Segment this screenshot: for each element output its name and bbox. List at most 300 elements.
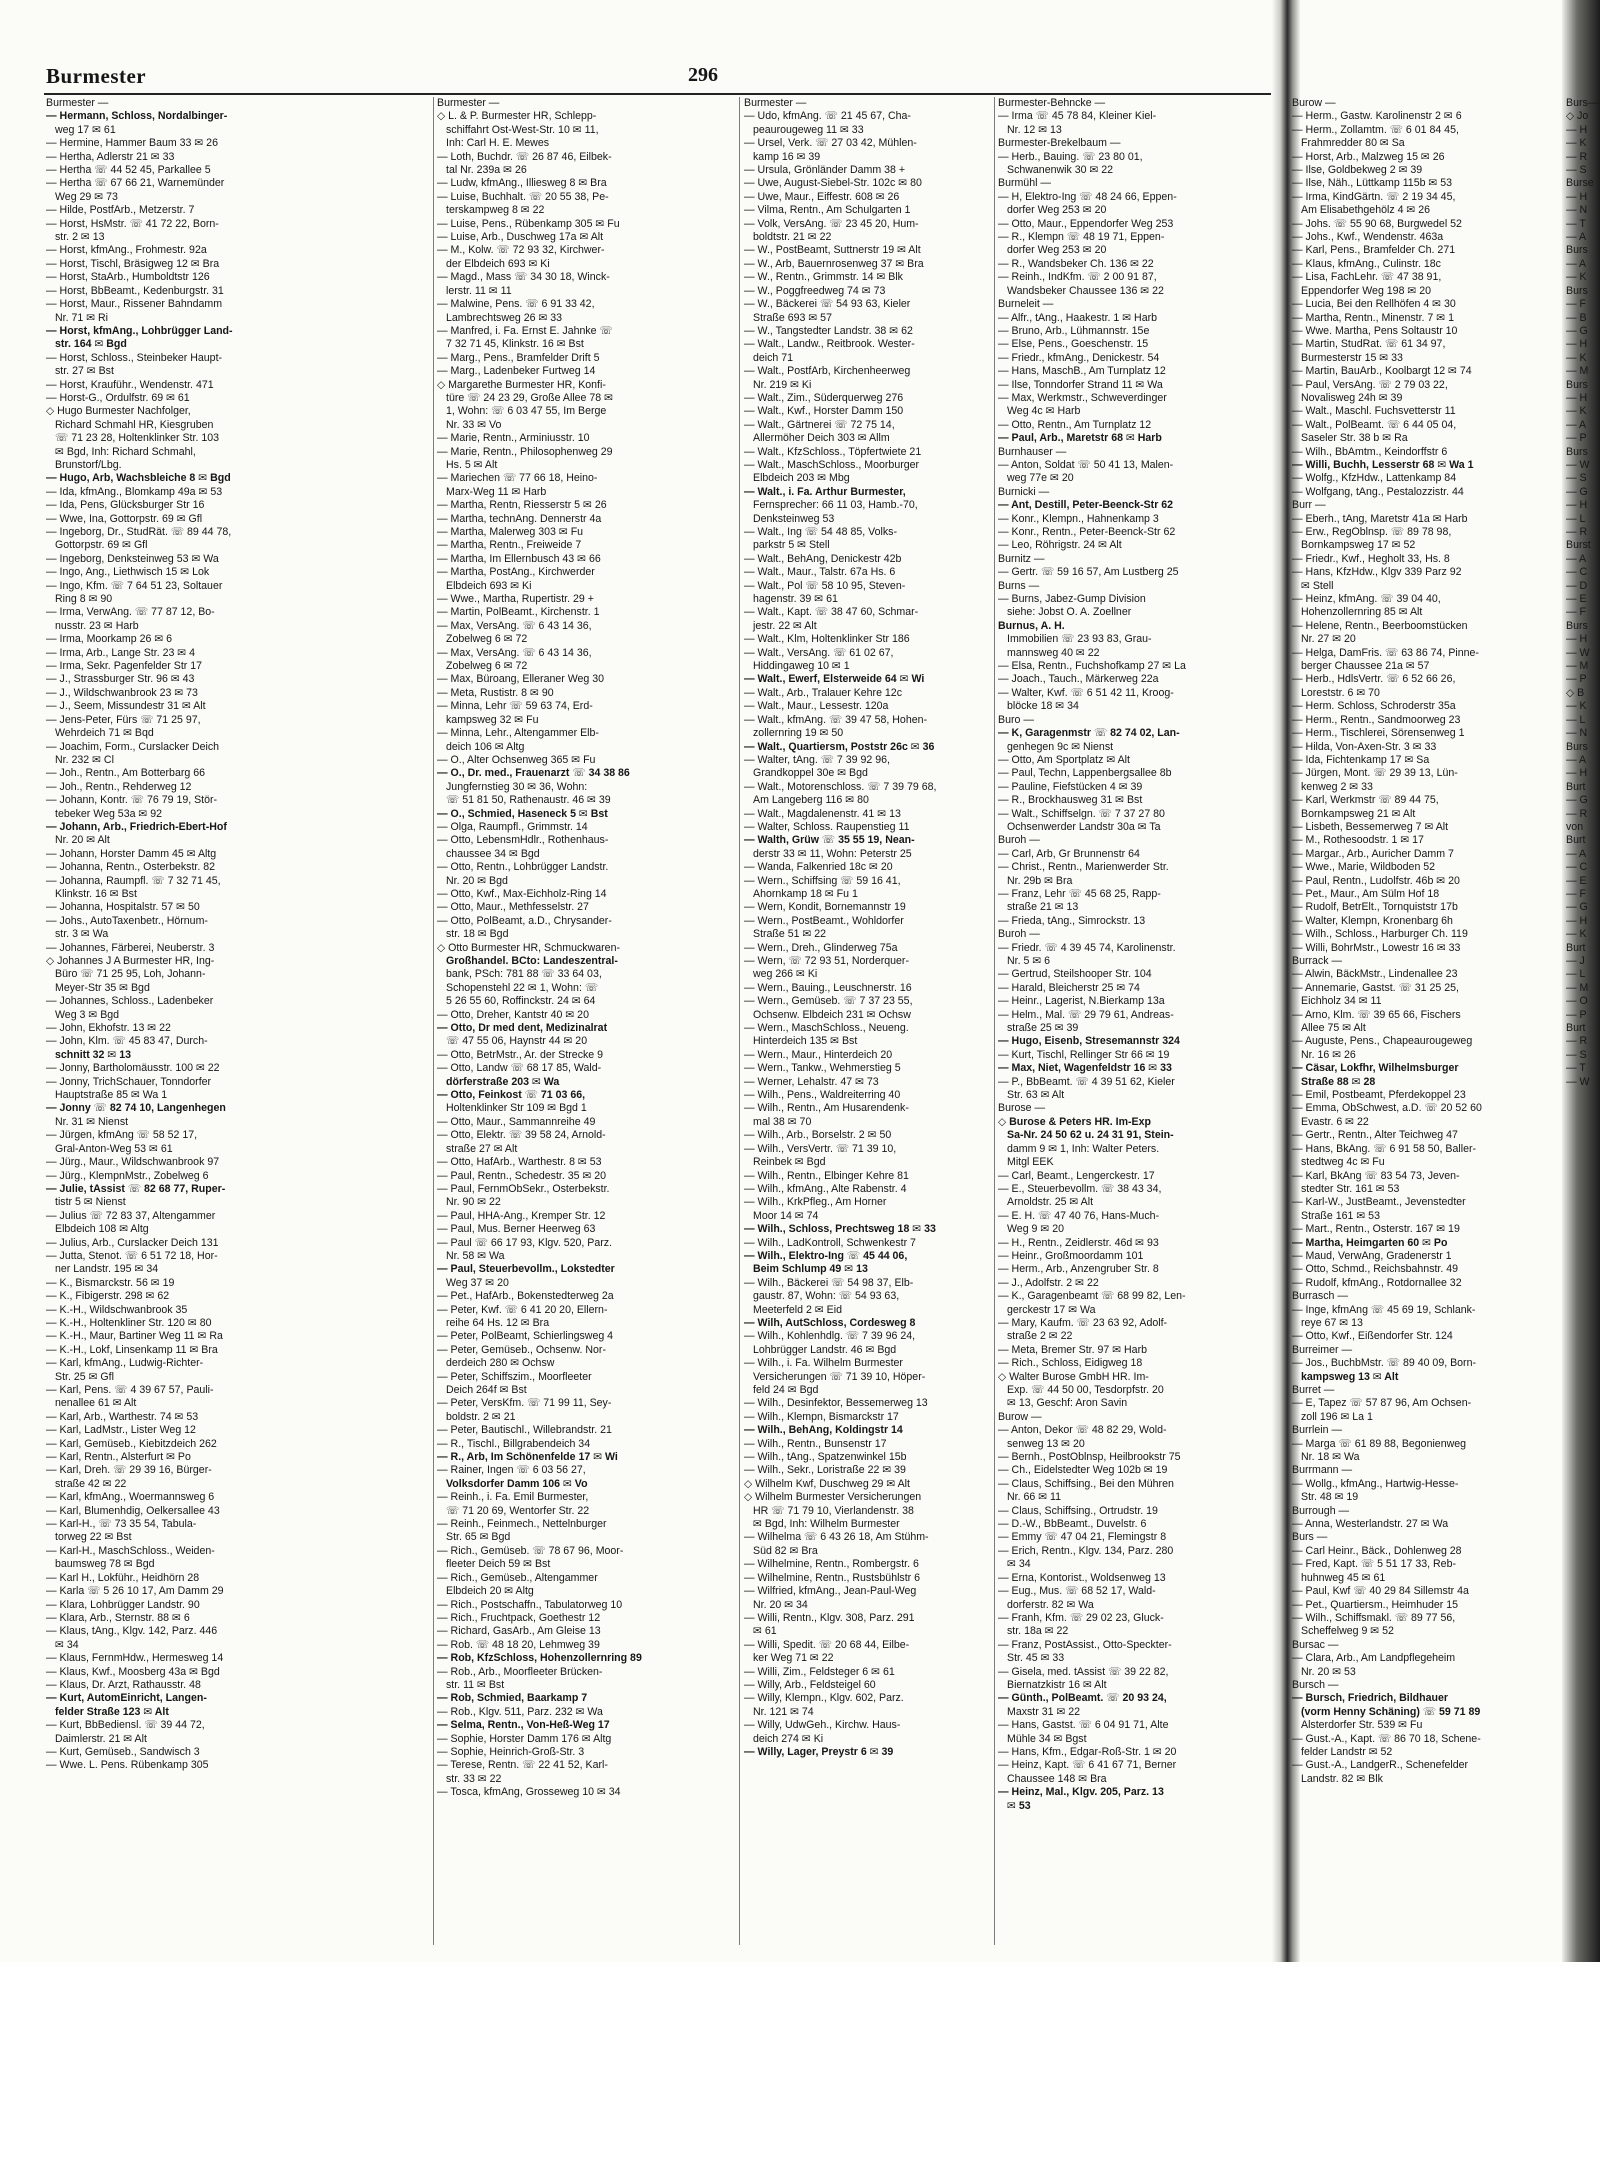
- directory-entry-line: Chaussee 148 ✉ Bra: [1007, 1772, 1107, 1785]
- directory-entry-line: Burose —: [998, 1102, 1046, 1115]
- directory-entry-line: — Paul, Techn, Lappenbergsallee 8b: [998, 767, 1172, 780]
- directory-entry-line: — R: [1566, 807, 1588, 820]
- directory-entry-line: — Horst, kfmAng., Frohmestr. 92a: [46, 244, 207, 257]
- directory-entry-line: Am Elisabethgehölz 4 ✉ 26: [1301, 204, 1431, 217]
- directory-entry-line: Fernsprecher: 66 11 03, Hamb.-70,: [753, 499, 918, 512]
- directory-entry-line: — C: [1566, 566, 1588, 579]
- directory-entry-line: — Wern., Schiffsing ☏ 59 16 41,: [744, 874, 901, 887]
- directory-entry-line: — K., Garagenbeamt ☏ 68 99 82, Len-: [998, 1290, 1186, 1303]
- directory-entry-line: — Reinh., Feinmech., Nettelnburger: [437, 1518, 607, 1531]
- directory-entry-line: — Kurt, BbBediensl. ☏ 39 44 72,: [46, 1719, 205, 1732]
- directory-entry-line: — Horst, BbBeamt., Kedenburgstr. 31: [46, 284, 224, 297]
- directory-entry-line: — Herb., HdlsVertr. ☏ 6 52 66 26,: [1292, 673, 1456, 686]
- directory-entry-line: ◇ Wilhelm Kwf, Duschweg 29 ✉ Alt: [744, 1477, 910, 1490]
- directory-entry-line: Burmester —: [437, 97, 500, 109]
- directory-entry-line: — Mart., Rentn., Osterstr. 167 ✉ 19: [1292, 1223, 1460, 1236]
- directory-entry-line: — Hermine, Hammer Baum 33 ✉ 26: [46, 137, 218, 150]
- directory-entry-line: — Walt., Maur., Talstr. 67a Hs. 6: [744, 566, 896, 579]
- directory-entry-line: — M., Kolw. ☏ 72 93 32, Kirchwer-: [437, 244, 605, 257]
- directory-entry-line: Ochsenw. Elbdeich 231 ✉ Ochsw: [753, 1008, 911, 1021]
- directory-entry-line: — Gertr. ☏ 59 16 57, Am Lustberg 25: [998, 566, 1179, 579]
- directory-entry-line: — Herm., Gastw. Karolinenstr 2 ✉ 6: [1292, 110, 1462, 123]
- directory-entry-line: — Franz, PostAssist., Otto-Speckter-: [998, 1638, 1172, 1651]
- directory-entry-line: — Luise, Pens., Rübenkamp 305 ✉ Fu: [437, 217, 620, 230]
- directory-entry-line: — Walt., Zim., Süderquerweg 276: [744, 391, 904, 404]
- directory-entry-line: — Jürgen, Mont. ☏ 29 39 13, Lün-: [1292, 767, 1458, 780]
- directory-entry-line: — Christ., Rentn., Marienwerder Str.: [998, 861, 1169, 874]
- directory-entry-line: senweg 13 ✉ 20: [1007, 1437, 1085, 1450]
- directory-entry-line: Büro ☏ 71 25 95, Loh, Johann-: [55, 968, 206, 981]
- directory-entry-line: Burs: [1566, 244, 1588, 257]
- directory-entry-line: derdeich 280 ✉ Ochsw: [446, 1357, 555, 1370]
- directory-entry-line: — Wern., Gemüseb. ☏ 7 37 23 55,: [744, 995, 913, 1008]
- directory-entry-line: — G: [1566, 794, 1588, 807]
- directory-entry-line: Burrasch —: [1292, 1290, 1348, 1303]
- directory-entry-line: — Friedr. ☏ 4 39 45 74, Karolinenstr.: [998, 941, 1176, 954]
- directory-entry-line: str. 18a ✉ 22: [1007, 1625, 1069, 1638]
- directory-entry-line: ner Landstr. 195 ✉ 34: [55, 1263, 159, 1276]
- directory-entry-line: stedter Str. 161 ✉ 53: [1301, 1182, 1400, 1195]
- directory-entry-line: — M., Rothesoodstr. 1 ✉ 17: [1292, 834, 1424, 847]
- running-head: Burmester: [46, 64, 147, 88]
- directory-entry-line: Volksdorfer Damm 106 ✉ Vo: [446, 1477, 588, 1490]
- directory-entry-line: Hs. 5 ✉ Alt: [446, 458, 498, 471]
- directory-entry-line: Nr. 18 ✉ Wa: [1301, 1451, 1360, 1464]
- directory-entry-line: — Wilh., BbAmtm., Keindorffstr 6: [1292, 445, 1448, 458]
- directory-entry-line: ☏ 47 55 06, Haynstr 44 ✉ 20: [446, 1035, 588, 1048]
- directory-entry-line: ☏ 71 23 28, Holtenklinker Str. 103: [55, 432, 220, 445]
- directory-entry-line: — Burns, Jabez-Gump Division: [998, 593, 1146, 606]
- directory-entry-line: deich 71: [753, 351, 794, 364]
- directory-entry-line: Bursac —: [1292, 1638, 1339, 1651]
- directory-entry-line: schnitt 32 ✉ 13: [55, 1048, 131, 1061]
- directory-entry-line: — Paul ☏ 66 17 93, Klgv. 520, Parz.: [437, 1236, 612, 1249]
- directory-entry-line: ✉ 13, Geschf: Aron Savin: [1007, 1397, 1128, 1410]
- directory-entry-line: huhnweg 45 ✉ 61: [1301, 1571, 1386, 1584]
- directory-entry-line: — Arno, Klm. ☏ 39 65 66, Fischers: [1292, 1008, 1461, 1021]
- directory-entry-line: — Max, Werkmstr., Schweverdinger: [998, 391, 1167, 404]
- directory-entry-line: Burst: [1566, 539, 1591, 552]
- directory-entry-line: Daimlerstr. 21 ✉ Alt: [55, 1732, 147, 1745]
- directory-entry-line: — Julius, Arb., Curslacker Deich 131: [46, 1236, 219, 1249]
- directory-entry-line: Moor 14 ✉ 74: [753, 1209, 819, 1222]
- directory-entry-line: Burs: [1566, 284, 1588, 297]
- directory-entry-line: straße 25 ✉ 39: [1007, 1022, 1079, 1035]
- directory-entry-line: — Claus, Schiffsing., Ortrudstr. 19: [998, 1504, 1158, 1517]
- directory-entry-line: — E, Tapez ☏ 57 87 96, Am Ochsen-: [1292, 1397, 1472, 1410]
- directory-entry-line: — W., Tangstedter Landstr. 38 ✉ 62: [744, 324, 913, 337]
- directory-entry-line: Burrmann —: [1292, 1464, 1353, 1477]
- directory-entry-line: Burmester-Brekelbaum —: [998, 137, 1121, 150]
- directory-entry-line: Burs: [1566, 378, 1588, 391]
- directory-entry-line: Burt: [1566, 834, 1586, 847]
- directory-entry-line: — Martha, technAng. Dennerstr 4a: [437, 512, 602, 525]
- directory-entry-line: — Horst, Maur., Rissener Bahndamm: [46, 298, 223, 311]
- directory-entry-line: — R., Wandsbeker Ch. 136 ✉ 22: [998, 257, 1154, 270]
- directory-entry-line: — Johs., AutoTaxenbetr., Hörnum-: [46, 914, 208, 927]
- directory-entry-line: — Eug., Mus. ☏ 68 52 17, Wald-: [998, 1585, 1156, 1598]
- directory-entry-line: — Rob., Arb., Moorfleeter Brücken-: [437, 1665, 603, 1678]
- directory-entry-line: — Max, VersAng. ☏ 6 43 14 36,: [437, 619, 592, 632]
- directory-entry-line: — Walter, tAng. ☏ 7 39 92 96,: [744, 753, 890, 766]
- directory-entry-line: — R., Tischl., Billgrabendeich 34: [437, 1437, 591, 1450]
- directory-entry-line: türe ☏ 24 23 29, Große Allee 78 ✉: [446, 391, 613, 404]
- directory-entry-line: — H: [1566, 499, 1588, 512]
- directory-entry-line: — O: [1566, 995, 1588, 1008]
- directory-entry-line: Nr. 31 ✉ Nienst: [55, 1115, 129, 1128]
- directory-entry-line: Sa-Nr. 24 50 62 u. 24 31 91, Stein-: [1007, 1129, 1174, 1142]
- directory-entry-line: genhegen 9c ✉ Nienst: [1007, 740, 1114, 753]
- directory-entry-line: — Cäsar, Lokfhr, Wilhelmsburger: [1292, 1062, 1459, 1075]
- directory-entry-line: Nr. 90 ✉ 22: [446, 1196, 501, 1209]
- directory-entry-line: von: [1566, 820, 1584, 833]
- directory-entry-line: — Klaus, kfmAng., Culinstr. 18c: [1292, 257, 1441, 270]
- directory-entry-line: Nr. 71 ✉ Ri: [55, 311, 109, 324]
- directory-entry-line: — Wern, ☏ 72 93 51, Norderquer-: [744, 955, 909, 967]
- directory-entry-line: — Emil, Postbeamt, Pferdekoppel 23: [1292, 1089, 1466, 1102]
- directory-entry-line: — R., Arb, Im Schönenfelde 17 ✉ Wi: [437, 1451, 618, 1464]
- directory-entry-line: kamp 16 ✉ 39: [753, 150, 821, 163]
- directory-entry-line: Arnoldstr. 25 ✉ Alt: [1007, 1196, 1094, 1209]
- directory-entry-line: Burs: [1566, 740, 1588, 753]
- directory-entry-line: — D: [1566, 579, 1588, 592]
- directory-entry-line: — Walt., Ing ☏ 54 48 85, Volks-: [744, 526, 897, 538]
- directory-entry-line: — Martha, Malerweg 303 ✉ Fu: [437, 526, 584, 538]
- directory-entry-line: — K., Bismarckstr. 56 ✉ 19: [46, 1276, 175, 1289]
- directory-entry-line: tebeker Weg 53a ✉ 92: [55, 807, 163, 820]
- directory-entry-line: — Frieda, tAng., Simrockstr. 13: [998, 914, 1146, 927]
- directory-entry-line: — Paul, FernmObSekr., Osterbekstr.: [437, 1182, 610, 1195]
- directory-entry-line: — Irma, VerwAng. ☏ 77 87 12, Bo-: [46, 606, 215, 619]
- directory-entry-line: Nr. 20 ✉ Bgd: [446, 874, 508, 887]
- directory-entry-line: — Max, VersAng. ☏ 6 43 14 36,: [437, 646, 592, 659]
- directory-entry-line: dörferstraße 203 ✉ Wa: [446, 1075, 560, 1088]
- directory-entry-line: Beim Schlump 49 ✉ 13: [753, 1263, 868, 1276]
- directory-entry-line: boldstr. 2 ✉ 21: [446, 1410, 516, 1423]
- directory-entry-line: Hinterdeich 135 ✉ Bst: [753, 1035, 858, 1048]
- directory-entry-line: — Willy, UdwGeh., Kirchw. Haus-: [744, 1719, 901, 1732]
- directory-entry-line: — Alwin, BäckMstr., Lindenallee 23: [1292, 968, 1458, 981]
- directory-entry-line: — Karla ☏ 5 26 10 17, Am Damm 29: [46, 1585, 224, 1598]
- directory-entry-line: — Wwe., Martha, Rupertistr. 29 +: [437, 593, 594, 606]
- directory-entry-line: Nr. 20 ✉ Alt: [55, 834, 110, 847]
- directory-entry-line: Str. 25 ✉ Gfl: [55, 1370, 114, 1383]
- directory-entry-line: ✉ 53: [1007, 1799, 1031, 1812]
- directory-entry-line: — Paul, Kwf ☏ 40 29 84 Sillemstr 4a: [1292, 1585, 1469, 1598]
- directory-entry-line: — O., Alter Ochsenweg 365 ✉ Fu: [437, 753, 596, 766]
- directory-entry-line: — R: [1566, 526, 1588, 538]
- directory-entry-line: — Eberh., tAng, Maretstr 41a ✉ Harb: [1292, 512, 1468, 525]
- directory-entry-line: — P: [1566, 432, 1587, 445]
- directory-entry-line: Nr. 5 ✉ 6: [1007, 955, 1051, 967]
- directory-entry-line: — Willy, Klempn., Klgv. 602, Parz.: [744, 1692, 904, 1705]
- directory-entry-line: — Rob, Schmied, Baarkamp 7: [437, 1692, 588, 1705]
- directory-entry-line: — Martin, StudRat. ☏ 61 34 97,: [1292, 338, 1446, 351]
- directory-entry-line: — Wilh., BehAng, Koldingstr 14: [744, 1424, 903, 1437]
- directory-entry-line: — Jos., BuchbMstr. ☏ 89 40 09, Born-: [1292, 1357, 1477, 1370]
- directory-entry-line: — Irma, Sekr. Pagenfelder Str 17: [46, 660, 203, 673]
- directory-entry-line: dorfer Weg 253 ✉ 20: [1007, 204, 1107, 217]
- directory-entry-line: jestr. 22 ✉ Alt: [753, 619, 817, 632]
- directory-entry-line: — Gisela, med. tAssist ☏ 39 22 82,: [998, 1665, 1169, 1678]
- directory-entry-line: — Hertha, Adlerstr 21 ✉ 33: [46, 150, 175, 163]
- directory-entry-line: — Otto, Feinkost ☏ 71 03 66,: [437, 1089, 586, 1102]
- directory-entry-line: weg 17 ✉ 61: [55, 123, 116, 136]
- directory-entry-line: Exp. ☏ 44 50 00, Tesdorpfstr. 20: [1007, 1384, 1164, 1396]
- directory-entry-line: — K, Garagenmstr ☏ 82 74 02, Lan-: [998, 727, 1180, 740]
- directory-entry-line: — Heinr., Lagerist, N.Bierkamp 13a: [998, 995, 1165, 1008]
- directory-entry-line: Burreimer —: [1292, 1343, 1353, 1356]
- directory-entry-line: — Joh., Rentn., Am Botterbarg 66: [46, 767, 205, 780]
- directory-entry-line: — Rudolf, BetrElt., Tornquiststr 17b: [1292, 901, 1458, 914]
- directory-entry-line: Buroh —: [998, 928, 1040, 941]
- directory-entry-line: Ahornkamp 18 ✉ Fu 1: [753, 887, 858, 900]
- directory-entry-line: Meyer-Str 35 ✉ Bgd: [55, 981, 150, 994]
- directory-entry-line: — Heinz, kfmAng. ☏ 39 04 40,: [1292, 593, 1441, 606]
- directory-entry-line: — Joach., Tauch., Märkerweg 22a: [998, 673, 1159, 686]
- directory-entry-line: — Peter, Kwf. ☏ 6 41 20 20, Ellern-: [437, 1303, 608, 1316]
- directory-entry-line: — Walt., Maschl. Fuchsvetterstr 11: [1292, 405, 1456, 418]
- directory-entry-line: Weg 37 ✉ 20: [446, 1276, 509, 1289]
- directory-entry-line: — Karl, Dreh. ☏ 29 39 16, Bürger-: [46, 1464, 212, 1477]
- directory-entry-line: — S: [1566, 472, 1587, 485]
- directory-entry-line: — G: [1566, 901, 1588, 914]
- directory-entry-line: — Hans, Kfm., Edgar-Roß-Str. 1 ✉ 20: [998, 1745, 1177, 1758]
- directory-entry-line: ☏ 71 20 69, Wentorfer Str. 22: [446, 1504, 590, 1517]
- directory-entry-line: — Uwe, August-Siebel-Str. 102c ✉ 80: [744, 177, 922, 190]
- directory-entry-line: Hauptstraße 85 ✉ Wa 1: [55, 1089, 168, 1102]
- directory-entry-line: — Carl Heinr., Bäck., Dohlenweg 28: [1292, 1544, 1462, 1557]
- directory-entry-line: Denksteinweg 53: [753, 512, 835, 525]
- directory-entry-line: Hohenzollernring 85 ✉ Alt: [1301, 606, 1423, 619]
- directory-entry-line: — Rob. ☏ 48 18 20, Lehmweg 39: [437, 1638, 600, 1651]
- directory-entry-line: — Rich., Gemüseb., Altengammer: [437, 1571, 598, 1584]
- directory-entry-line: — Hans, MaschB., Am Turnplatz 12: [998, 365, 1166, 378]
- directory-entry-line: — Wilh., Kohlenhdlg. ☏ 7 39 96 24,: [744, 1330, 916, 1343]
- directory-entry-line: gerckestr 17 ✉ Wa: [1007, 1303, 1096, 1316]
- directory-entry-line: nenallee 61 ✉ Alt: [55, 1397, 137, 1410]
- directory-entry-line: — Horst, kfmAng., Lohbrügger Land-: [46, 324, 233, 337]
- directory-entry-line: — Wilh., i. Fa. Wilhelm Burmester: [744, 1357, 903, 1370]
- directory-entry-line: ◇ Otto Burmester HR, Schmuckwaren-: [437, 941, 620, 954]
- directory-entry-line: Landstr. 82 ✉ Blk: [1301, 1772, 1383, 1785]
- directory-entry-line: — K: [1566, 405, 1587, 418]
- directory-entry-line: — Else, Pens., Goeschenstr. 15: [998, 338, 1149, 351]
- directory-entry-line: Zobelweg 6 ✉ 72: [446, 633, 528, 646]
- directory-entry-line: Burnus, A. H.: [998, 619, 1065, 632]
- directory-entry-line: — Ilse, Näh., Lüttkamp 115b ✉ 53: [1292, 177, 1453, 190]
- directory-entry-line: — Emmy ☏ 47 04 21, Flemingstr 8: [998, 1531, 1167, 1544]
- directory-entry-line: Burse: [1566, 177, 1594, 190]
- directory-entry-line: — Karl, Pens. ☏ 4 39 67 57, Pauli-: [46, 1384, 214, 1396]
- directory-entry-line: — Pet., Maur., Am Sülm Hof 18: [1292, 887, 1440, 900]
- directory-entry-line: — Walt., Magdalenenstr. 41 ✉ 13: [744, 807, 901, 820]
- directory-entry-line: tal Nr. 239a ✉ 26: [446, 164, 527, 177]
- directory-entry-line: — F: [1566, 298, 1587, 311]
- directory-entry-line: — Erna, Kontorist., Woldsenweg 13: [998, 1571, 1166, 1584]
- directory-entry-line: Inh: Carl H. E. Mewes: [446, 137, 550, 150]
- directory-entry-line: str. 18 ✉ Bgd: [446, 928, 509, 941]
- directory-entry-line: ◇ Johannes J A Burmester HR, Ing-: [46, 955, 215, 967]
- directory-entry-line: — Hans, Gastst. ☏ 6 04 91 71, Alte: [998, 1719, 1169, 1732]
- directory-entry-line: — Volk, VersAng. ☏ 23 45 20, Hum-: [744, 217, 919, 230]
- directory-entry-line: — Lisbeth, Bessemerweg 7 ✉ Alt: [1292, 820, 1449, 833]
- directory-entry-line: — Johann, Horster Damm 45 ✉ Altg: [46, 847, 217, 860]
- directory-entry-line: — Wern, Kondit, Bornemannstr 19: [744, 901, 906, 914]
- directory-entry-line: — Gust.-A., Kapt. ☏ 86 70 18, Schene-: [1292, 1732, 1481, 1745]
- directory-entry-line: — Wolfg., KfzHdw., Lattenkamp 84: [1292, 472, 1457, 485]
- directory-entry-line: — G: [1566, 485, 1588, 498]
- directory-entry-line: Wehrdeich 71 ✉ Bqd: [55, 727, 154, 740]
- directory-entry-line: — Klaus, Kwf., Moosberg 43a ✉ Bgd: [46, 1665, 220, 1678]
- directory-entry-line: — Paul, HHA-Ang., Kremper Str. 12: [437, 1209, 606, 1222]
- directory-entry-line: — Otto, Am Sportplatz ✉ Alt: [998, 753, 1130, 766]
- directory-entry-line: ✉ 34: [55, 1638, 79, 1651]
- directory-entry-line: — D.-W., BbBeamt., Duvelstr. 6: [998, 1518, 1147, 1531]
- directory-entry-line: — Otto, Kwf., Max-Eichholz-Ring 14: [437, 887, 607, 900]
- directory-entry-line: — N: [1566, 727, 1588, 740]
- directory-entry-line: — Pauline, Fiefstücken 4 ✉ 39: [998, 780, 1143, 793]
- directory-entry-line: — Wilh., kfmAng., Alte Rabenstr. 4: [744, 1182, 907, 1195]
- directory-entry-line: — O., Schmied, Haseneck 5 ✉ Bst: [437, 807, 608, 820]
- directory-entry-line: parkstr 5 ✉ Stell: [753, 539, 830, 552]
- directory-entry-line: — Walt., Kwf., Horster Damm 150: [744, 405, 904, 418]
- directory-entry-line: — Hermann, Schloss, Nordalbinger-: [46, 110, 228, 123]
- directory-entry-line: — Wilh., LadKontroll, Schwenkestr 7: [744, 1236, 916, 1249]
- directory-entry-line: — Helga, DamFris. ☏ 63 86 74, Pinne-: [1292, 646, 1479, 659]
- directory-entry-line: Elbdeich 108 ✉ Altg: [55, 1223, 149, 1236]
- directory-entry-line: Burt: [1566, 941, 1586, 954]
- directory-entry-line: — Helene, Rentn., Beerboomstücken: [1292, 619, 1468, 632]
- directory-entry-line: Nr. 58 ✉ Wa: [446, 1249, 505, 1262]
- directory-entry-line: — Wilh., Elektro-Ing ☏ 45 44 06,: [744, 1249, 908, 1262]
- directory-entry-line: dorfer Weg 253 ✉ 20: [1007, 244, 1107, 257]
- directory-entry-line: — E: [1566, 874, 1587, 887]
- directory-entry-line: — Walt., Klm, Holtenklinker Str 186: [744, 633, 910, 646]
- directory-entry-line: Nr. 121 ✉ 74: [753, 1705, 814, 1718]
- directory-entry-line: — A: [1566, 753, 1587, 766]
- directory-entry-line: — Herm. Schloss, Schroderstr 35a: [1292, 700, 1456, 713]
- directory-entry-line: — Otto, Rentn., Lohbrügger Landstr.: [437, 861, 609, 874]
- directory-entry-line: — Paul, Arb., Maretstr 68 ✉ Harb: [998, 432, 1162, 445]
- directory-entry-line: Burrough —: [1292, 1504, 1350, 1517]
- directory-entry-line: — Meta, Bremer Str. 97 ✉ Harb: [998, 1343, 1147, 1356]
- directory-entry-line: — H: [1566, 633, 1588, 646]
- directory-entry-line: Zobelweg 6 ✉ 72: [446, 660, 528, 673]
- directory-entry-line: — Gust.-A., LandgerR., Schenefelder: [1292, 1759, 1469, 1772]
- directory-entry-line: — Carl, Arb, Gr Brunnenstr 64: [998, 847, 1140, 860]
- directory-entry-line: — Wilh., Arb., Borselstr. 2 ✉ 50: [744, 1129, 892, 1142]
- directory-entry-line: — Johannes, Färberei, Neuberstr. 3: [46, 941, 215, 954]
- directory-entry-line: — Konr., Klempn., Hahnenkamp 3: [998, 512, 1159, 525]
- directory-entry-line: — Peter, Gemüseb., Ochsenw. Nor-: [437, 1343, 606, 1356]
- directory-entry-line: — Peter, PolBeamt, Schierlingsweg 4: [437, 1330, 614, 1343]
- directory-entry-line: — Walter, Kwf. ☏ 6 51 42 11, Kroog-: [998, 686, 1174, 699]
- directory-entry-line: Wandsbeker Chaussee 136 ✉ 22: [1007, 284, 1164, 297]
- directory-entry-line: 1, Wohn: ☏ 6 03 47 55, Im Berge: [446, 405, 607, 418]
- directory-entry-line: Elbdeich 20 ✉ Altg: [446, 1585, 534, 1598]
- directory-entry-line: — Mary, Kaufm. ☏ 23 63 92, Adolf-: [998, 1316, 1168, 1329]
- directory-entry-line: — Johann, Kontr. ☏ 76 79 19, Stör-: [46, 794, 218, 807]
- directory-entry-line: — Wilhelma ☏ 6 43 26 18, Am Stühm-: [744, 1531, 929, 1544]
- directory-entry-line: — A: [1566, 418, 1587, 431]
- directory-entry-line: — Otto, Elektr. ☏ 39 58 24, Arnold-: [437, 1129, 606, 1142]
- directory-entry-line: — Wilh, AutSchloss, Cordesweg 8: [744, 1316, 916, 1329]
- directory-entry-line: — Walt., Maur., Lessestr. 120a: [744, 700, 889, 713]
- directory-entry-line: — Karl, Werkmstr ☏ 89 44 75,: [1292, 794, 1439, 807]
- directory-entry-line: Allermöher Deich 303 ✉ Allm: [753, 432, 890, 445]
- directory-entry-line: — Kurt, Tischl, Rellinger Str 66 ✉ 19: [998, 1048, 1170, 1061]
- directory-entry-line: — Klara, Lohbrügger Landstr. 90: [46, 1598, 200, 1611]
- directory-entry-line: str. 3 ✉ Wa: [55, 928, 109, 941]
- directory-entry-line: — Julius ☏ 72 83 37, Altengammer: [46, 1209, 216, 1222]
- directory-entry-line: — Irma, Moorkamp 26 ✉ 6: [46, 633, 173, 646]
- directory-entry-line: Burs —: [1292, 1531, 1328, 1544]
- column-1: [46, 97, 429, 1947]
- directory-entry-line: — Lisa, FachLehr. ☏ 47 38 91,: [1292, 271, 1442, 284]
- directory-entry-line: Allee 75 ✉ Alt: [1301, 1022, 1366, 1035]
- directory-entry-line: — Werner, Lehalstr. 47 ✉ 73: [744, 1075, 879, 1088]
- directory-entry-line: — Wilh., Klempn, Bismarckstr 17: [744, 1410, 899, 1423]
- directory-entry-line: — Karl-H., MaschSchloss., Weiden-: [46, 1544, 215, 1557]
- directory-entry-line: — K: [1566, 928, 1587, 941]
- directory-entry-line: Nr. 66 ✉ 11: [1007, 1491, 1062, 1504]
- directory-entry-line: — Wern., Dreh., Glinderweg 75a: [744, 941, 898, 954]
- directory-entry-line: Burns —: [998, 579, 1040, 592]
- directory-entry-line: — Tosca, kfmAng, Grosseweg 10 ✉ 34: [437, 1786, 621, 1799]
- directory-entry-line: — Karl, Arb., Warthestr. 74 ✉ 53: [46, 1410, 199, 1423]
- directory-entry-line: — Rich., Gemüseb. ☏ 78 67 96, Moor-: [437, 1544, 624, 1557]
- directory-entry-line: — Walt., BehAng, Denickestr 42b: [744, 552, 902, 565]
- directory-entry-line: — Sophie, Horster Damm 176 ✉ Altg: [437, 1732, 612, 1745]
- directory-entry-line: deich 274 ✉ Ki: [753, 1732, 824, 1745]
- directory-entry-line: — Pet., Quartiersm., Heimhuder 15: [1292, 1598, 1459, 1611]
- directory-entry-line: — Hertha ☏ 44 52 45, Parkallee 5: [46, 164, 211, 177]
- directory-entry-line: — Klaus, FernmHdw., Hermesweg 14: [46, 1652, 224, 1665]
- directory-entry-line: — Malwine, Pens. ☏ 6 91 33 42,: [437, 298, 595, 311]
- directory-entry-line: — Heinr., Großmoordamm 101: [998, 1249, 1144, 1262]
- directory-entry-line: — Otto, LebensmHdlr., Rothenhaus-: [437, 834, 609, 847]
- directory-entry-line: — Ursel, Verk. ☏ 27 03 42, Mühlen-: [744, 137, 917, 150]
- directory-entry-line: ◇ Burose & Peters HR. Im-Exp: [998, 1115, 1151, 1128]
- directory-entry-line: lerstr. 11 ✉ 11: [446, 284, 512, 297]
- directory-entry-line: Burt: [1566, 1022, 1586, 1035]
- directory-entry-line: — K.-H., Lokf, Linsenkamp 11 ✉ Bra: [46, 1343, 218, 1356]
- directory-entry-line: Weg 29 ✉ 73: [55, 190, 118, 203]
- directory-entry-line: Burnhauser —: [998, 445, 1067, 458]
- directory-entry-line: — Karl-H., ☏ 73 35 54, Tabula-: [46, 1518, 197, 1531]
- directory-entry-line: — Günth., PolBeamt. ☏ 20 93 24,: [998, 1692, 1167, 1705]
- directory-entry-line: siehe: Jobst O. A. Zoellner: [1007, 606, 1132, 619]
- directory-entry-line: — Ida, Fichtenkamp 17 ✉ Sa: [1292, 753, 1430, 766]
- directory-entry-line: — Manfred, i. Fa. Ernst E. Jahnke ☏: [437, 324, 613, 337]
- directory-entry-line: Straße 161 ✉ 53: [1301, 1209, 1380, 1222]
- directory-entry-line: — J., Adolfstr. 2 ✉ 22: [998, 1276, 1099, 1289]
- directory-entry-line: Ring 8 ✉ 90: [55, 593, 113, 606]
- directory-entry-line: Str. 65 ✉ Bgd: [446, 1531, 511, 1544]
- directory-entry-line: Hiddingaweg 10 ✉ 1: [753, 660, 850, 673]
- directory-entry-line: — Harald, Bleicherstr 25 ✉ 74: [998, 981, 1140, 994]
- directory-entry-line: gaustr. 87, Wohn: ☏ 54 93 63,: [753, 1290, 900, 1303]
- directory-entry-line: Str. 48 ✉ 19: [1301, 1491, 1359, 1504]
- directory-entry-line: zoll 196 ✉ La 1: [1301, 1410, 1373, 1423]
- directory-entry-line: — Martha, Rentn., Minenstr. 7 ✉ 1: [1292, 311, 1454, 324]
- directory-entry-line: Gottorpstr. 69 ✉ Gfl: [55, 539, 148, 552]
- directory-entry-line: — Karl, BkAng ☏ 83 54 73, Jeven-: [1292, 1169, 1460, 1182]
- directory-entry-line: ✉ 61: [753, 1625, 777, 1638]
- directory-entry-line: — Walt., Gärtnerei ☏ 72 75 14,: [744, 418, 895, 431]
- directory-entry-line: Am Langeberg 116 ✉ 80: [753, 794, 869, 807]
